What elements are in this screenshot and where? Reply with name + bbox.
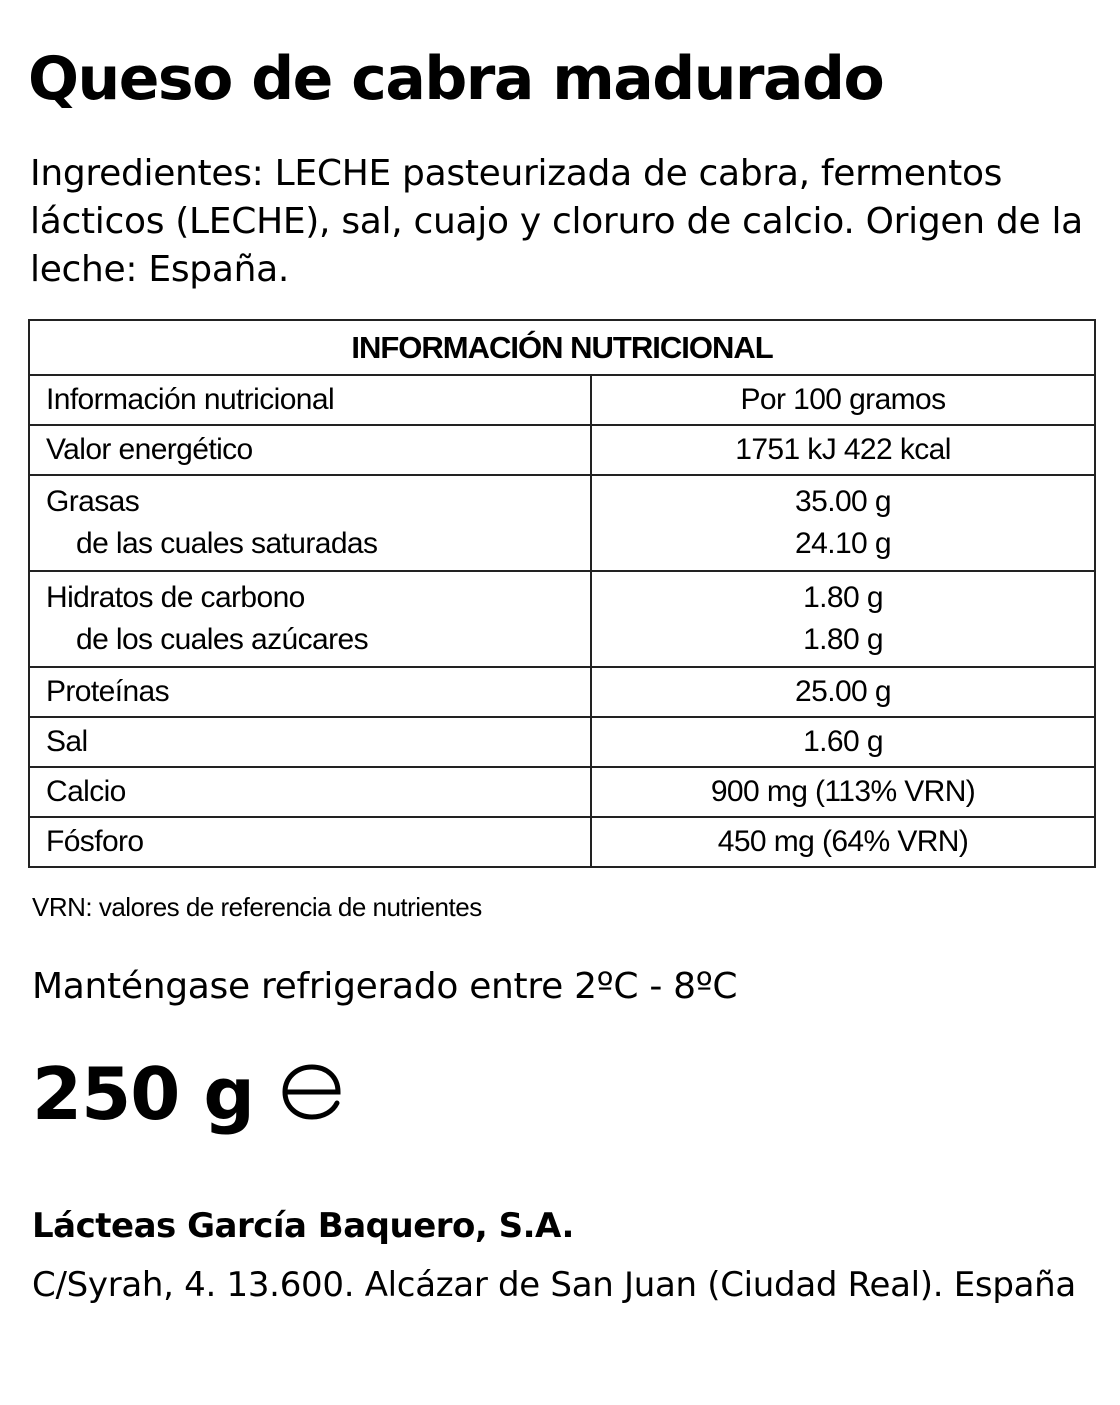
table-row: [29, 425, 1095, 475]
fat-value: 35.00 g: [795, 485, 891, 518]
phosphorus-label: Fósforo: [29, 817, 591, 867]
table-row: [29, 767, 1095, 817]
ingredients-text: Ingredientes: LECHE pasteurizada de cabra, fermentos lácticos (LECHE), sal, cuajo y cloruro de calcio. Origen de la leche: España.: [30, 153, 1083, 290]
energy-label: Valor energético: [29, 425, 591, 475]
carbs-cell: [29, 571, 591, 667]
manufacturer-address: C/Syrah, 4. 13.600. Alcázar de San Juan (Ciudad Real). España: [32, 1265, 1076, 1305]
salt-label: Sal: [29, 717, 591, 767]
calcium-value: 900 mg (113% VRN): [591, 767, 1095, 817]
fat-label: Grasas: [46, 485, 140, 518]
net-weight: [32, 1052, 348, 1136]
table-row: [29, 375, 1095, 425]
product-title: Queso de cabra madurado: [28, 44, 884, 114]
calcium-label: Calcio: [29, 767, 591, 817]
column-header-label: Información nutricional: [29, 375, 591, 425]
net-weight-value: 250 g: [32, 1052, 254, 1136]
storage-instructions: Manténgase refrigerado entre 2ºC - 8ºC: [32, 966, 738, 1007]
salt-value: 1.60 g: [591, 717, 1095, 767]
table-row: [29, 475, 1095, 571]
fat-value-cell: [591, 475, 1095, 571]
column-header-value: Por 100 gramos: [591, 375, 1095, 425]
energy-value: 1751 kJ 422 kcal: [591, 425, 1095, 475]
phosphorus-value: 450 mg (64% VRN): [591, 817, 1095, 867]
vrn-footnote: VRN: valores de referencia de nutrientes: [32, 892, 482, 922]
fat-cell: [29, 475, 591, 571]
sugars-label: de los cuales azúcares: [76, 623, 368, 656]
table-row: [29, 817, 1095, 867]
saturated-fat-label: de las cuales saturadas: [76, 527, 378, 560]
manufacturer-name: Lácteas García Baquero, S.A.: [32, 1206, 574, 1246]
estimated-sign-icon: [276, 1062, 348, 1126]
table-row: [29, 571, 1095, 667]
carbs-label: Hidratos de carbono: [46, 581, 305, 614]
nutrition-heading: INFORMACIÓN NUTRICIONAL: [29, 320, 1095, 375]
table-row: [29, 667, 1095, 717]
nutrition-table: [28, 319, 1096, 868]
protein-label: Proteínas: [29, 667, 591, 717]
saturated-fat-value: 24.10 g: [795, 527, 891, 560]
carbs-value: 1.80 g: [803, 581, 883, 614]
table-row: [29, 717, 1095, 767]
protein-value: 25.00 g: [591, 667, 1095, 717]
sugars-value: 1.80 g: [803, 623, 883, 656]
carbs-value-cell: [591, 571, 1095, 667]
